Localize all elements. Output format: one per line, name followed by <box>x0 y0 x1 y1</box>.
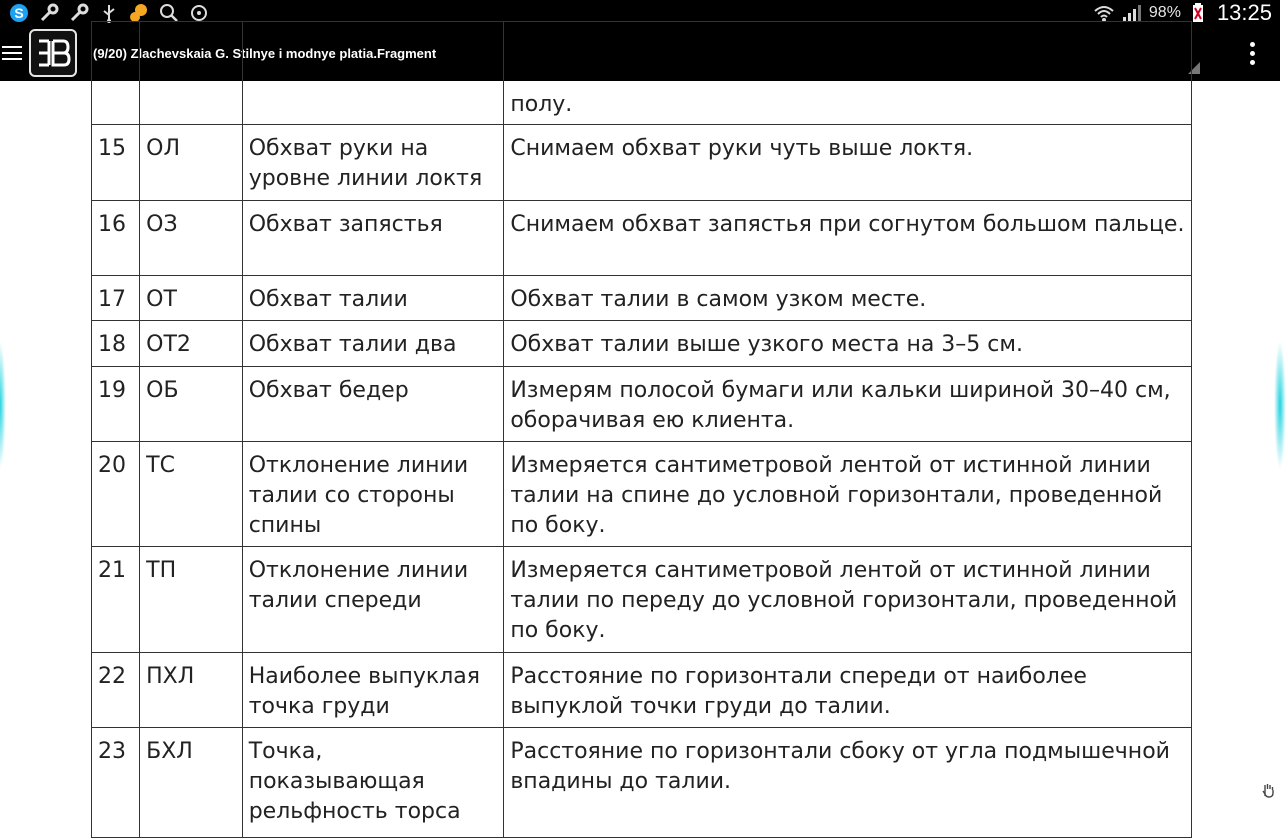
cell-desc: Снимаем обхват руки чуть выше локтя. <box>504 125 1192 201</box>
table-row <box>92 442 1192 547</box>
cell-name: Отклонение линии талии со стороны спины <box>242 442 504 547</box>
cell-code: ТП <box>140 547 243 653</box>
cell-name: Обхват запястья <box>242 201 504 276</box>
cell-desc: Снимаем обхват запястья при согнутом большом пальце. <box>504 201 1192 276</box>
battery-percentage: 98% <box>1148 3 1181 21</box>
table-row <box>92 728 1192 838</box>
cell-desc: Обхват талии в самом узком месте. <box>504 276 1192 321</box>
cell-name: Обхват талии <box>242 276 504 321</box>
cell-num: 23 <box>92 728 140 838</box>
cell-num: 17 <box>92 276 140 321</box>
cell-name: Обхват руки на уровне линии локтя <box>242 125 504 201</box>
cell-code: БХЛ <box>140 728 243 838</box>
cell-code: ТС <box>140 442 243 547</box>
cell-num: 18 <box>92 321 140 367</box>
table-row <box>92 367 1192 442</box>
cell-desc: Обхват талии выше узкого места на 3–5 см. <box>504 321 1192 367</box>
table-row <box>92 653 1192 728</box>
cell-code: ОЗ <box>140 201 243 276</box>
cell-desc: Измеряется сантиметровой лентой от истинной линии талии по переду до условной горизонтали, проведенной по боку. <box>504 547 1192 653</box>
cell-code <box>140 22 243 125</box>
app-logo[interactable] <box>29 29 77 77</box>
cell-desc: Расстояние по горизонтали спереди от наиболее выпуклой точки груди до талии. <box>504 653 1192 728</box>
overflow-menu-icon[interactable] <box>1232 25 1272 81</box>
cell-code: ОЛ <box>140 125 243 201</box>
cell-code: ПХЛ <box>140 653 243 728</box>
cell-desc: Расстояние по горизонтали сбоку от угла подмышечной впадины до талии. <box>504 728 1192 838</box>
cell-num: 21 <box>92 547 140 653</box>
cell-name: Обхват бедер <box>242 367 504 442</box>
cell-num: 15 <box>92 125 140 201</box>
cell-code: ОТ <box>140 276 243 321</box>
skype-icon <box>8 2 30 24</box>
table-row <box>92 125 1192 201</box>
table-row <box>92 321 1192 367</box>
cell-name: Обхват талии два <box>242 321 504 367</box>
cell-desc: Измеряется сантиметровой лентой от истинной линии талии на спине до условной горизонтали, проведенной по боку. <box>504 442 1192 547</box>
measurements-table <box>91 21 1192 838</box>
hand-icon <box>1260 782 1276 798</box>
wrench-icon <box>68 2 90 24</box>
cell-name: Точка, показывающая рельфность торса <box>242 728 504 838</box>
cell-num: 19 <box>92 367 140 442</box>
cell-code: ОТ2 <box>140 321 243 367</box>
cell-name: Отклонение линии талии спереди <box>242 547 504 653</box>
svg-text:S: S <box>14 4 24 21</box>
clock: 13:25 <box>1216 0 1272 25</box>
edge-glow-right <box>1274 340 1286 470</box>
document-content[interactable] <box>0 81 1280 824</box>
table-row <box>92 201 1192 276</box>
menu-icon[interactable] <box>2 25 24 81</box>
cell-num: 20 <box>92 442 140 547</box>
cell-desc: полу. <box>504 22 1192 125</box>
cell-code: ОБ <box>140 367 243 442</box>
cell-num <box>92 22 140 125</box>
table-row <box>92 22 1192 125</box>
table-row <box>92 547 1192 653</box>
cell-name: Наиболее выпуклая точка груди <box>242 653 504 728</box>
table-row <box>92 276 1192 321</box>
wrench-icon <box>38 2 60 24</box>
cell-desc: Измерям полосой бумаги или кальки шириной 30–40 см, оборачивая ею клиента. <box>504 367 1192 442</box>
cell-num: 22 <box>92 653 140 728</box>
cell-name <box>242 22 504 125</box>
cell-num: 16 <box>92 201 140 276</box>
document-title: (9/20) Zlachevskaia G. Stilnye i modnye platia.Fragment <box>93 45 437 61</box>
